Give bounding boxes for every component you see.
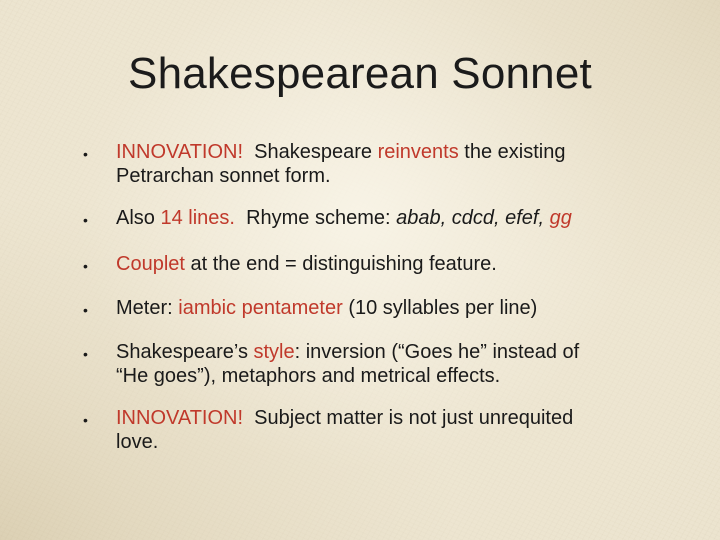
bullet-text — [116, 340, 646, 388]
bullet-text-segment: style — [253, 341, 295, 363]
bullet-text-segment: INNOVATION! — [116, 141, 244, 163]
bullet-text-segment: : inversion (“Goes he” instead of “He goes”), metaphors and metrical effects. — [116, 341, 580, 387]
bullet-text-segment: iambic pentameter — [178, 297, 343, 319]
bullet-text-segment: Rhyme scheme: — [234, 207, 397, 229]
bullet-text-segment: abab, cdcd, efef, — [396, 207, 550, 229]
bullet-dot-icon: • — [83, 212, 88, 228]
bullet-dot-icon: • — [83, 412, 88, 428]
bullet-text-segment: Couplet — [116, 253, 185, 275]
slide-title: Shakespearean Sonnet — [128, 49, 592, 98]
bullet-text-segment: the existing Petrarchan sonnet form. — [116, 141, 566, 187]
bullet-text-segment: (10 syllables per line) — [342, 297, 538, 319]
bullet-text-segment: Shakespeare — [243, 141, 378, 163]
bullet-text-segment: Meter: — [116, 297, 179, 319]
bullet-text-segment: at the end = distinguishing feature. — [184, 253, 497, 275]
bullet-text-segment: Also — [116, 207, 161, 229]
bullet-text-segment: reinvents — [377, 141, 459, 163]
bullet-text-segment: 14 lines. — [160, 207, 235, 229]
bullet-text — [116, 296, 646, 320]
bullet-dot-icon: • — [83, 146, 88, 162]
bullet-text — [116, 406, 646, 454]
bullet-dot-icon: • — [83, 302, 88, 318]
bullet-text-segment: Subject matter is not just unrequited love. — [116, 407, 574, 453]
bullet-dot-icon: • — [83, 346, 88, 362]
bullet-text — [116, 252, 646, 276]
bullet-text-segment: gg — [549, 207, 572, 229]
bullet-text — [116, 206, 646, 230]
bullet-text-segment: Shakespeare’s — [116, 341, 254, 363]
bullet-text — [116, 140, 646, 188]
bullet-text-segment: INNOVATION! — [116, 407, 244, 429]
bullet-dot-icon: • — [83, 258, 88, 274]
